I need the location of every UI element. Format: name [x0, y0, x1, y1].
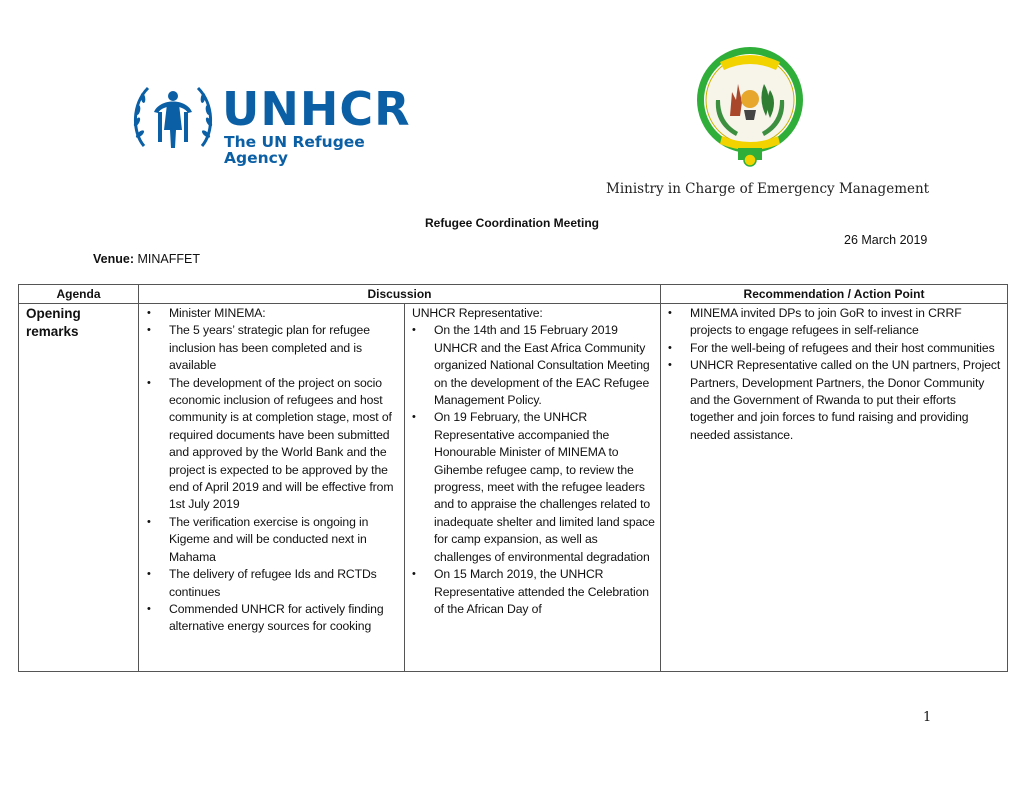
page-number: 1: [923, 710, 932, 725]
list-item: • On the 14th and 15 February 2019 UNHCR and the East Africa Community organized National Consultation Meeting on the development of the EAC Refugee Management Policy.: [405, 322, 655, 409]
header-row-divider: [19, 303, 1007, 304]
list-item: • Minister MINEMA:: [140, 305, 398, 322]
unhcr-tagline: The UN Refugee Agency: [224, 133, 365, 167]
list-item: • UNHCR Representative called on the UN partners, Project Partners, Development Partners, the Donor Community and the Government of Rwanda to put their efforts together and join forces to fund raising and providing needed assistance.: [661, 357, 1001, 444]
list-item: • The verification exercise is ongoing in Kigeme and will be conducted next in Mahama: [140, 514, 398, 566]
venue-line: [93, 252, 200, 266]
discussion-lead: UNHCR Representative:: [412, 306, 543, 320]
header-recommendation: Recommendation / Action Point: [743, 287, 925, 301]
agenda-item: [26, 305, 81, 341]
column-divider: [138, 285, 139, 671]
list-item: • On 15 March 2019, the UNHCR Representative attended the Celebration of the African Day of: [405, 566, 655, 618]
meeting-title: Refugee Coordination Meeting: [425, 216, 599, 230]
header-agenda: Agenda: [56, 287, 101, 301]
list-item: • On 19 February, the UNHCR Representative accompanied the Honourable Minister of MINEMA to Gihembe refugee camp, to review the progress, meet with the refugee leaders and to appraise the challenges related to inadequate shelter and limited land space for camp expansion, as well as challenges of environmental degradation: [405, 409, 655, 566]
agenda-item-line: remarks: [26, 324, 79, 339]
meeting-date: 26 March 2019: [844, 233, 928, 247]
unhcr-logo: [130, 80, 430, 167]
list-item: • Commended UNHCR for actively finding alternative energy sources for cooking: [140, 601, 398, 636]
agenda-item-line: Opening: [26, 306, 81, 321]
list-item: • The development of the project on socio economic inclusion of refugees and host community is at completion stage, most of required documents have been submitted and approved by the World Bank and the project is expected to be approved by the end of April 2019 and will be effective from 1st July 2019: [140, 375, 398, 514]
list-item: • For the well-being of refugees and their host communities: [661, 340, 1001, 357]
ministry-name: Ministry in Charge of Emergency Management: [606, 181, 930, 197]
header-discussion: Discussion: [367, 287, 432, 301]
list-item: • The 5 years’ strategic plan for refugee inclusion has been completed and is available: [140, 322, 398, 374]
unhcr-wordmark: UNHCR: [222, 82, 411, 136]
discussion-minister-column: [140, 305, 398, 636]
rwanda-seal-icon: [694, 44, 806, 168]
recommendation-column: [661, 305, 1001, 444]
list-item: • MINEMA invited DPs to join GoR to invest in CRRF projects to engage refugees in self-reliance: [661, 305, 1001, 340]
unhcr-emblem-icon: [130, 82, 216, 154]
list-item: • The delivery of refugee Ids and RCTDs continues: [140, 566, 398, 601]
discussion-unhcr-column: [405, 305, 655, 618]
venue-label: Venue:: [93, 252, 134, 266]
minutes-table: [18, 284, 1008, 672]
venue-value: MINAFFET: [137, 252, 200, 266]
